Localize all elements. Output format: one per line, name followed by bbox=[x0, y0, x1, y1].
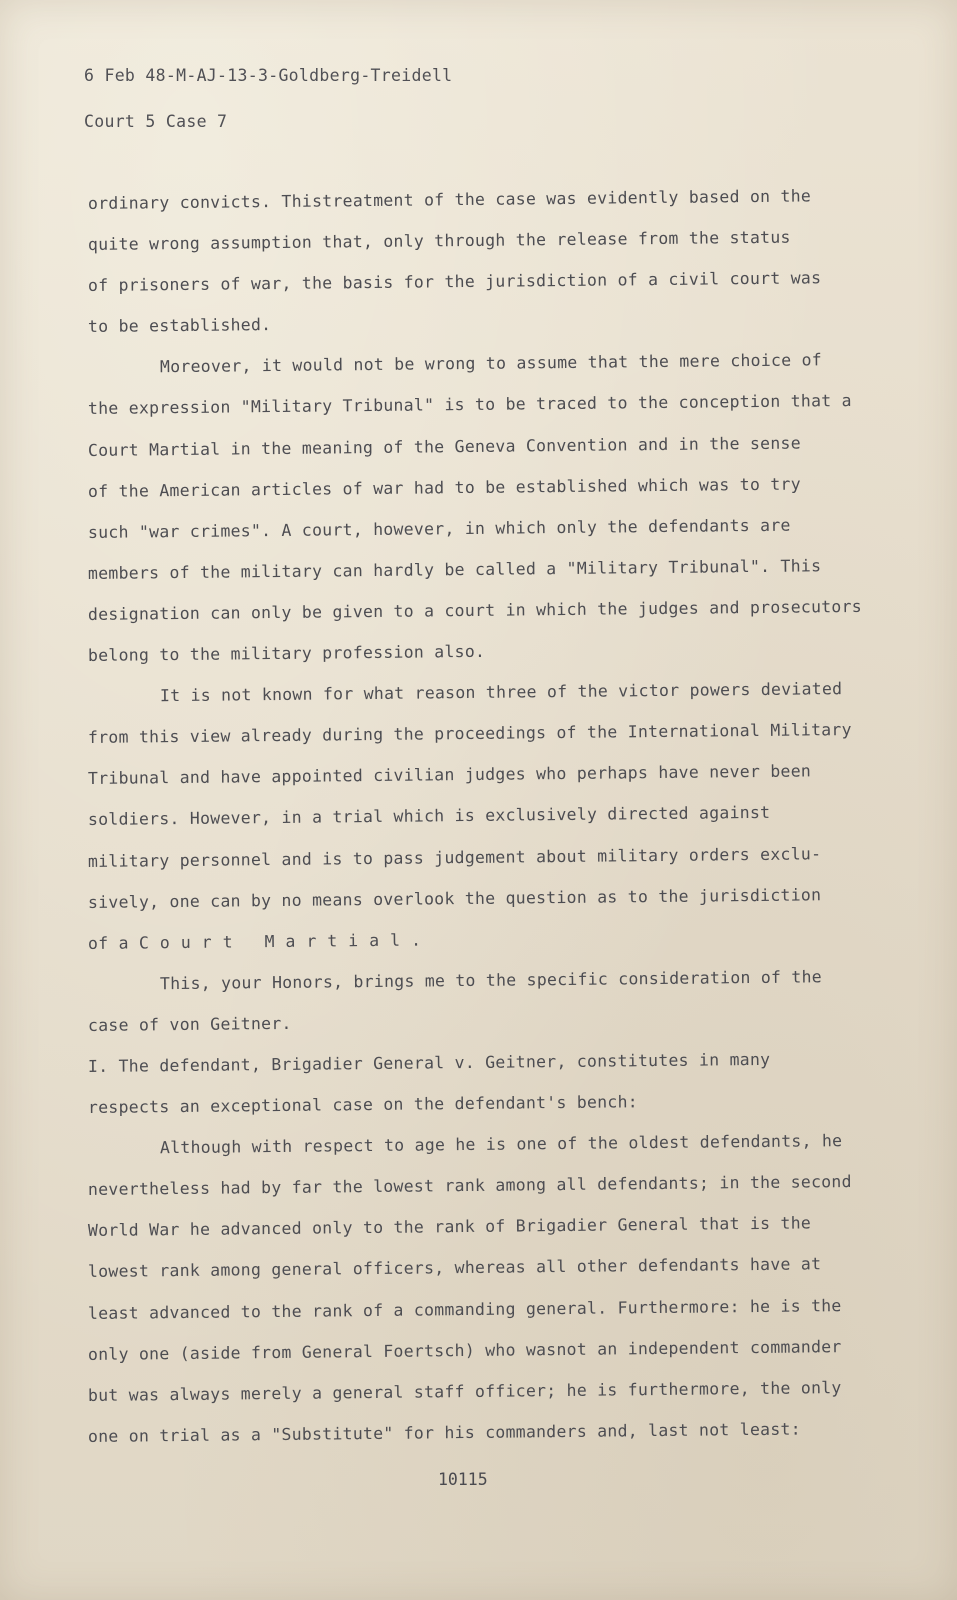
text-line: Tribunal and have appointed civilian judges who perhaps have never been bbox=[87, 761, 812, 789]
text-line: from this view already during the proceedings of the International Military bbox=[87, 720, 852, 748]
text-line: Moreover, it would not be wrong to assume that the mere choice of bbox=[159, 350, 823, 377]
text-line: of the American articles of war had to be established which was to try bbox=[87, 474, 801, 501]
text-line: least advanced to the rank of a commanding general. Furthermore: he is the bbox=[87, 1295, 842, 1323]
text-line: World War he advanced only to the rank of Brigadier General that is the bbox=[87, 1213, 812, 1241]
text-line: only one (aside from General Foertsch) who wasnot an independent commander bbox=[87, 1336, 842, 1364]
text-line: belong to the military profession also. bbox=[87, 641, 486, 666]
spaced-phrase: Court Martial. bbox=[138, 930, 433, 953]
text-line: Although with respect to age he is one of the oldest defendants, he bbox=[159, 1131, 843, 1158]
text-line: nevertheless had by far the lowest rank among all defendants; in the second bbox=[87, 1172, 852, 1200]
text-line: ordinary convicts. Thistreatment of the case was evidently based on the bbox=[87, 186, 812, 213]
text-line: the expression "Military Tribunal" is to be traced to the conception that a bbox=[87, 391, 852, 419]
text-line: of prisoners of war, the basis for the jurisdiction of a civil court was bbox=[87, 268, 822, 296]
document-reference: 6 Feb 48-M-AJ-13-3-Goldberg-Treidell bbox=[84, 66, 453, 85]
text-line: such "war crimes". A court, however, in which only the defendants are bbox=[87, 515, 791, 542]
text-line: I. The defendant, Brigadier General v. Geitner, constitutes in many bbox=[87, 1049, 771, 1076]
text-line-start: of a bbox=[87, 933, 140, 953]
text-line: Court Martial in the meaning of the Geneva Convention and in the sense bbox=[87, 433, 801, 460]
text-line: lowest rank among general officers, whereas all other defendants have at bbox=[87, 1254, 822, 1282]
text-line: but was always merely a general staff officer; he is furthermore, the only bbox=[87, 1377, 842, 1405]
text-line: one on trial as a "Substitute" for his commanders and, last not least: bbox=[87, 1419, 801, 1446]
text-line: respects an exceptional case on the defendant's bench: bbox=[87, 1092, 639, 1118]
text-line: members of the military can hardly be called a "Military Tribunal". This bbox=[87, 556, 822, 583]
document-body bbox=[88, 183, 878, 1457]
text-line: to be established. bbox=[87, 315, 272, 337]
page-number: 10115 bbox=[438, 1470, 488, 1489]
text-line: It is not known for what reason three of the victor powers deviated bbox=[159, 679, 843, 706]
court-case-label: Court 5 Case 7 bbox=[84, 112, 228, 131]
text-line: sively, one can by no means overlook the question as to the jurisdiction bbox=[87, 884, 822, 912]
text-line: designation can only be given to a court in which the judges and prosecutors bbox=[87, 596, 863, 624]
text-line: case of von Geitner. bbox=[87, 1013, 292, 1035]
text-line: This, your Honors, brings me to the specific consideration of the bbox=[159, 967, 823, 994]
text-line: military personnel and is to pass judgement about military orders exclu- bbox=[87, 843, 822, 871]
text-line: quite wrong assumption that, only through the release from the status bbox=[87, 227, 791, 255]
text-line: soldiers. However, in a trial which is exclusively directed against bbox=[87, 803, 771, 830]
